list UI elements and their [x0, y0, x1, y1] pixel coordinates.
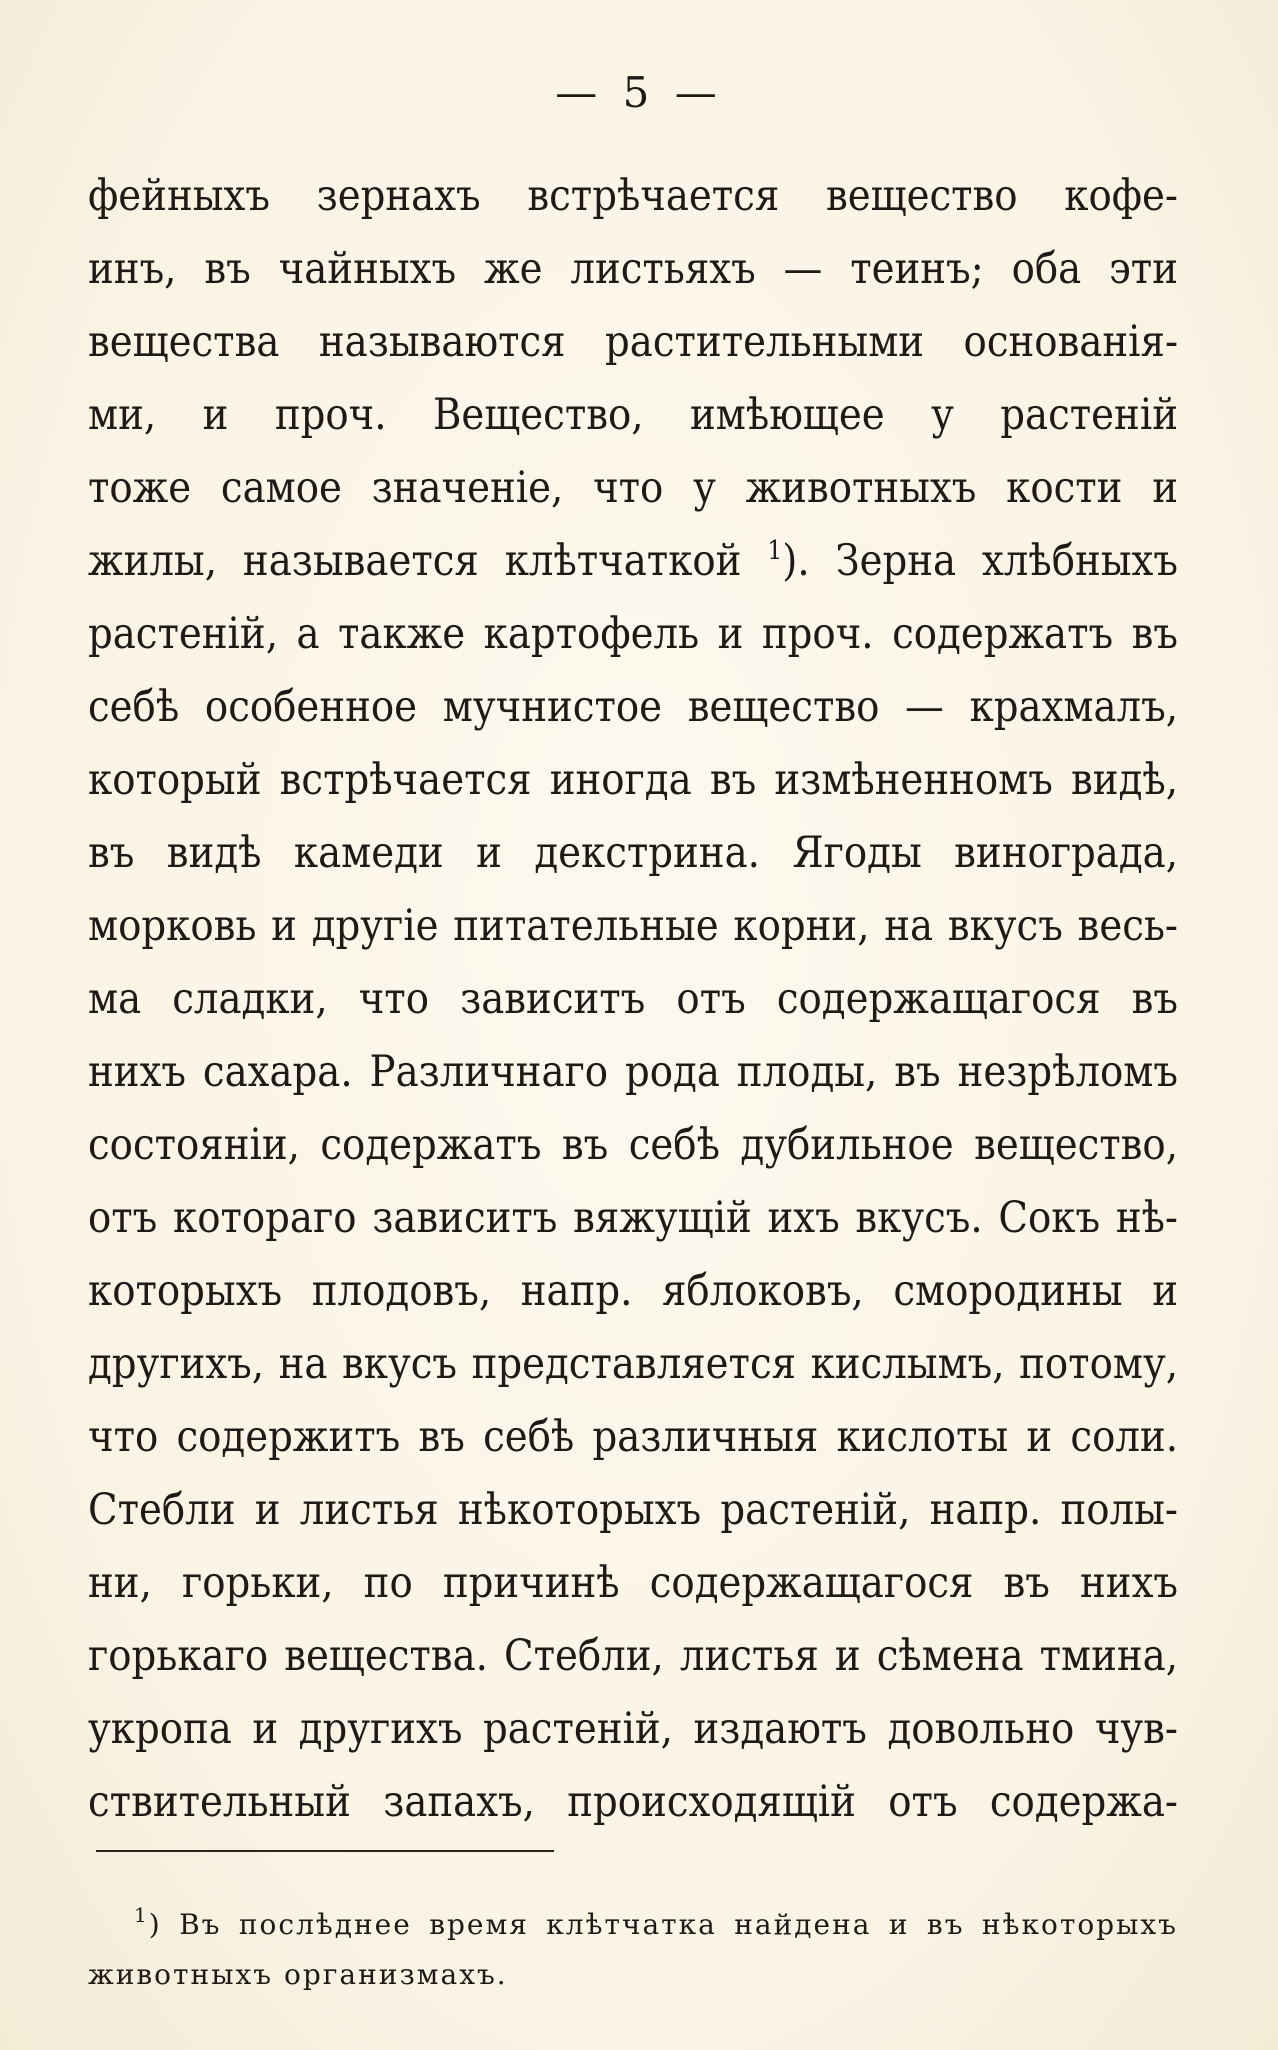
text-line-23: ствительный запахъ, происходящій отъ содержа-	[88, 1777, 1178, 1827]
text-line-9: который встрѣчается иногда въ измѣненномъ видѣ,	[88, 755, 1178, 805]
text-line-22: укропа и другихъ растеній, издаютъ довольно чув-	[88, 1704, 1178, 1754]
text-line-4: ми, и проч. Вещество, имѣющее у растеній	[88, 390, 1178, 440]
text-line-20: ни, горьки, по причинѣ содержащагося въ нихъ	[88, 1558, 1178, 1608]
text-line-5: тоже самое значеніе, что у животныхъ кости и	[88, 463, 1178, 513]
footnote-line-1-text: ) Въ послѣднее время клѣтчатка найдена и въ нѣкоторыхъ	[148, 1908, 1178, 1941]
text-line-13: нихъ сахара. Различнаго рода плоды, въ незрѣломъ	[88, 1047, 1178, 1097]
text-line-6-end: ). Зерна хлѣбныхъ	[782, 536, 1178, 586]
page-number: — 5 —	[555, 68, 723, 117]
text-line-6	[88, 525, 1178, 598]
text-line-8: себѣ особенное мучнистое вещество — крахмалъ,	[88, 682, 1178, 732]
text-line-6-start: жилы, называется клѣтчаткой	[88, 536, 742, 586]
text-line-16: которыхъ плодовъ, напр. яблоковъ, смородины и	[88, 1266, 1178, 1316]
text-line-15: отъ котораго зависитъ вяжущій ихъ вкусъ. Сокъ нѣ-	[88, 1193, 1178, 1243]
text-line-21: горькаго вещества. Стебли, листья и сѣмена тмина,	[88, 1631, 1178, 1681]
main-text-block	[88, 160, 1178, 1839]
text-line-18: что содержитъ въ себѣ различныя кислоты и соли.	[88, 1412, 1178, 1462]
footnote-divider	[96, 1850, 554, 1852]
footnote-marker: 1	[134, 1903, 149, 1927]
text-line-17: другихъ, на вкусъ представляется кислымъ, потому,	[88, 1339, 1178, 1389]
text-line-7: растеній, а также картофель и проч. содержатъ въ	[88, 609, 1178, 659]
footnote-reference[interactable]: 1	[767, 536, 783, 566]
text-line-12: ма сладки, что зависитъ отъ содержащагося въ	[88, 974, 1178, 1024]
text-line-10: въ видѣ камеди и декстрина. Ягоды винограда,	[88, 828, 1178, 878]
footnote-line-1	[88, 1900, 1178, 1950]
footnote	[88, 1900, 1178, 2000]
text-line-2: инъ, въ чайныхъ же листьяхъ — теинъ; оба эти	[88, 244, 1178, 294]
text-line-19: Стебли и листья нѣкоторыхъ растеній, напр. полы-	[88, 1485, 1178, 1535]
text-line-1: фейныхъ зернахъ встрѣчается вещество кофе-	[88, 171, 1178, 221]
text-line-3: вещества называются растительными основанія-	[88, 317, 1178, 367]
text-line-11: морковь и другіе питательные корни, на вкусъ весь-	[88, 901, 1178, 951]
text-line-14: состояніи, содержатъ въ себѣ дубильное вещество,	[88, 1120, 1178, 1170]
footnote-line-2: животныхъ организмахъ.	[88, 1958, 508, 1991]
